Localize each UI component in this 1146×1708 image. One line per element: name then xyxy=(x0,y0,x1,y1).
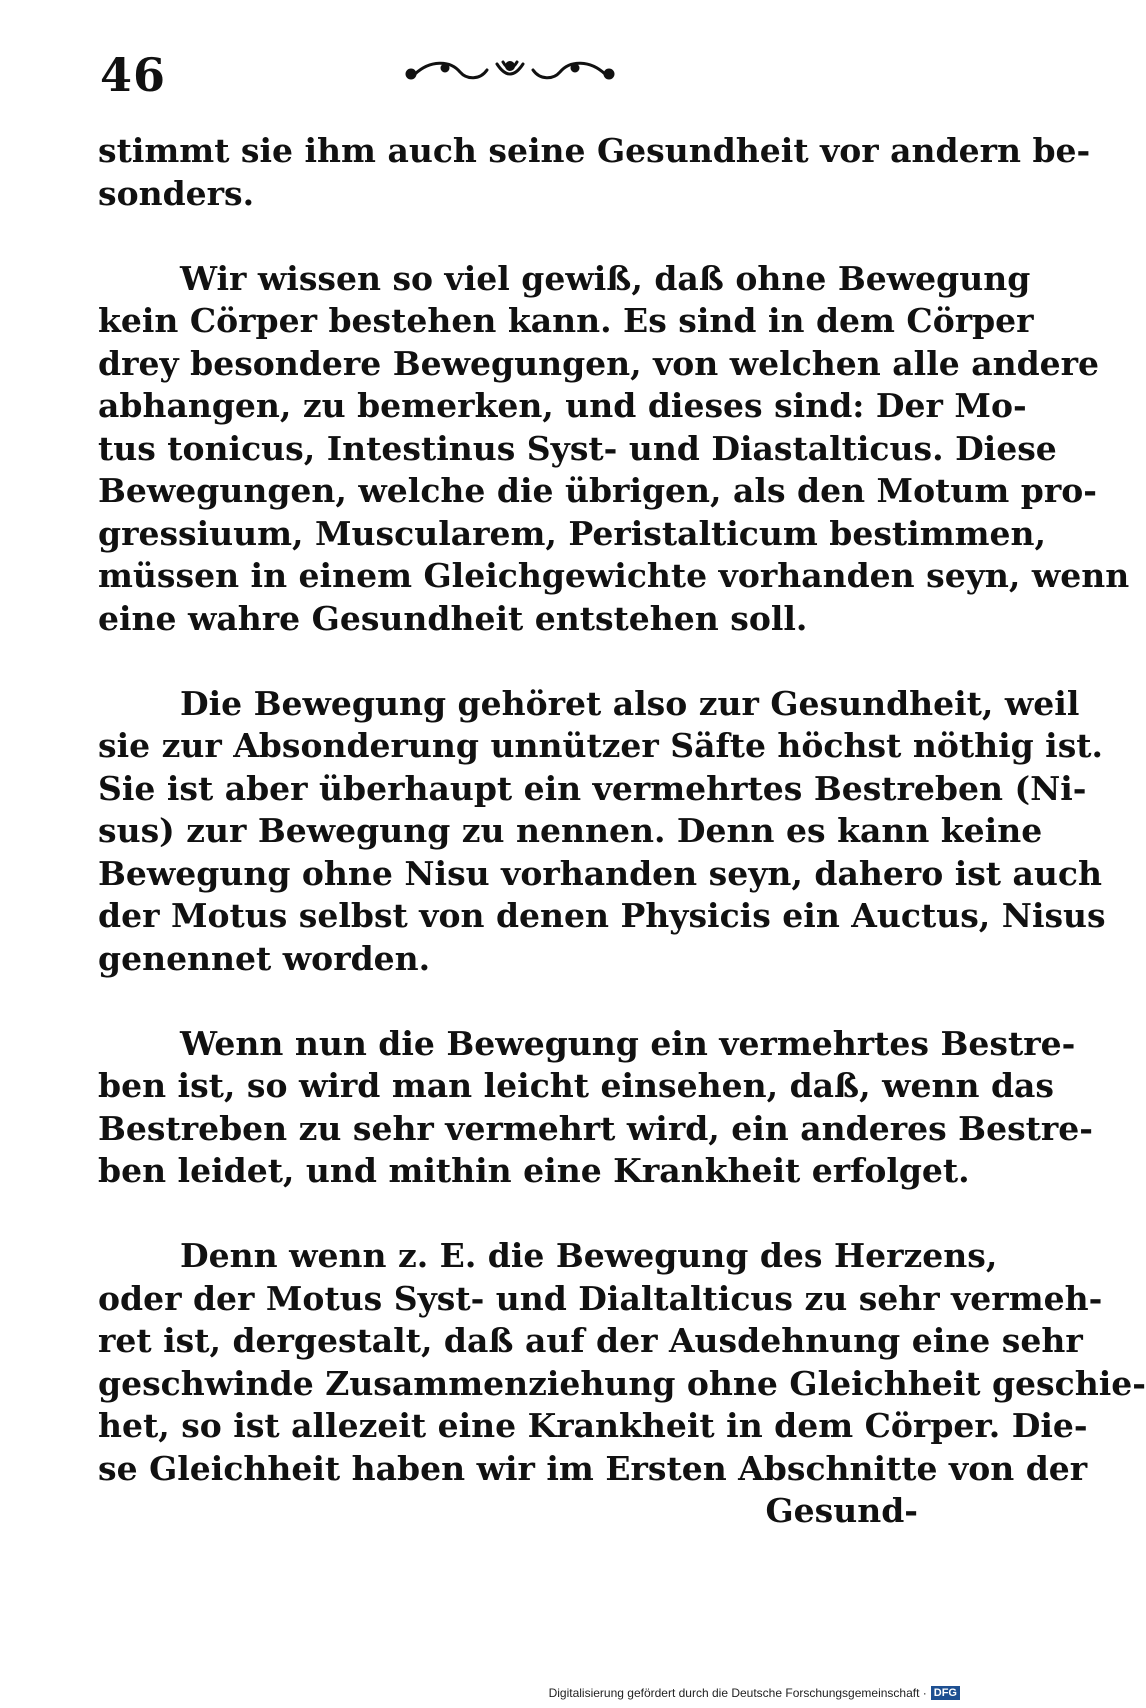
text-line: Sie ist aber überhaupt ein vermehrtes Bestreben (Ni- xyxy=(98,768,1087,808)
text-line: het, so ist allezeit eine Krankheit in dem Cörper. Die- xyxy=(98,1406,1088,1445)
digitization-footer xyxy=(549,1686,960,1700)
text-line: geschwinde Zusammenziehung ohne Gleichheit geschie- xyxy=(98,1363,1146,1403)
text-line: Wir wissen so viel gewiß, daß ohne Bewegung xyxy=(180,258,1031,298)
text-line: der Motus selbst von denen Physicis ein Auctus, Nisus xyxy=(98,896,1106,935)
footer-text: Digitalisierung gefördert durch die Deutsche Forschungsgemeinschaft · xyxy=(548,1686,927,1700)
catchword: Gesund- xyxy=(765,1491,918,1530)
text-line: kein Cörper bestehen kann. Es sind in dem Cörper xyxy=(98,301,1034,340)
text-line: sus) zur Bewegung zu nennen. Denn es kann keine xyxy=(98,811,1043,850)
text-line: Bestreben zu sehr vermehrt wird, ein anderes Bestre- xyxy=(98,1108,1093,1148)
text-line: gressiuum, Muscularem, Peristalticum bestimmen, xyxy=(98,513,1047,553)
dfg-logo: DFG xyxy=(931,1686,960,1700)
text-line: stimmt sie ihm auch seine Gesundheit vor andern be- xyxy=(98,131,1091,170)
text-line: abhangen, zu bemerken, und dieses sind: Der Mo- xyxy=(98,386,1027,425)
text-line: eine wahre Gesundheit entstehen soll. xyxy=(98,598,808,638)
text-line: Die Bewegung gehöret also zur Gesundheit, weil xyxy=(180,683,1080,723)
text-line: oder der Motus Syst- und Dialtalticus zu sehr vermeh- xyxy=(98,1278,1103,1318)
text-line: tus tonicus, Intestinus Syst- und Diastalticus. Diese xyxy=(98,428,1057,468)
text-line: genennet worden. xyxy=(98,938,431,978)
printers-ornament-icon xyxy=(405,52,615,92)
page-number: 46 xyxy=(100,48,167,102)
text-line: Bewegung ohne Nisu vorhanden seyn, dahero ist auch xyxy=(98,853,1103,893)
text-line: se Gleichheit haben wir im Ersten Abschnitte von der xyxy=(98,1448,1088,1488)
body-text xyxy=(98,130,1146,1533)
text-line: Wenn nun die Bewegung ein vermehrtes Bestre- xyxy=(180,1023,1076,1063)
text-line: sie zur Absonderung unnützer Säfte höchst nöthig ist. xyxy=(98,726,1104,765)
text-line: ben ist, so wird man leicht einsehen, daß, wenn das xyxy=(98,1066,1055,1105)
text-line: sonders. xyxy=(98,173,255,213)
text-line: müssen in einem Gleichgewichte vorhanden seyn, wenn xyxy=(98,556,1130,595)
text-line: ret ist, dergestalt, daß auf der Ausdehnung eine sehr xyxy=(98,1321,1083,1360)
text-line: Bewegungen, welche die übrigen, als den Motum pro- xyxy=(98,471,1097,510)
text-line: ben leidet, und mithin eine Krankheit erfolget. xyxy=(98,1151,970,1190)
text-line: Denn wenn z. E. die Bewegung des Herzens, xyxy=(180,1236,998,1275)
text-line: drey besondere Bewegungen, von welchen alle andere xyxy=(98,343,1100,383)
